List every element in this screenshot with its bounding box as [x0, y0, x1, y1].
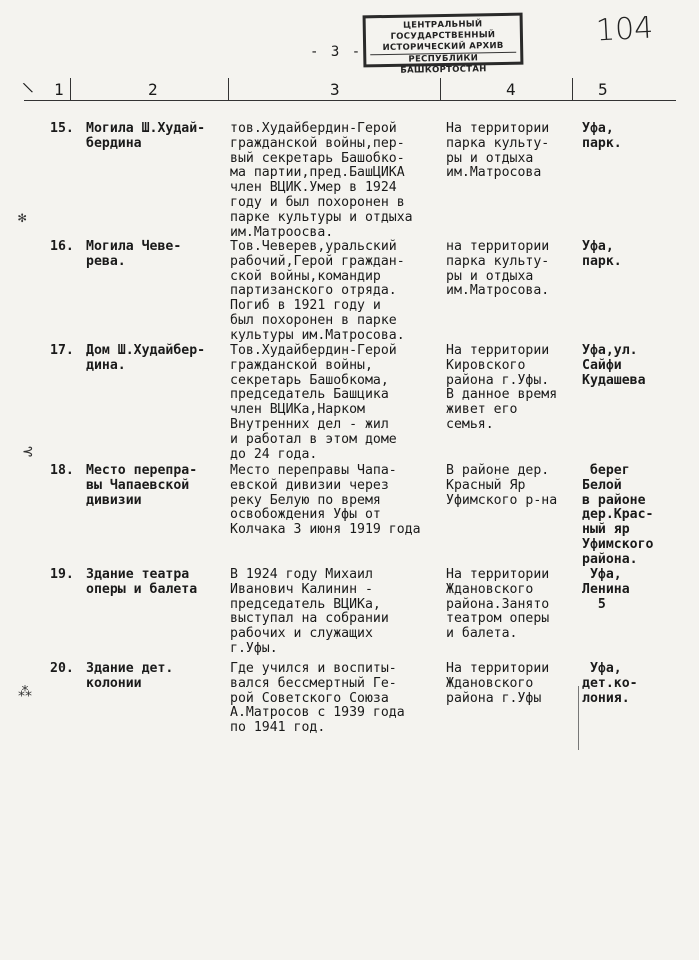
object-description: В 1924 году Михаил Иванович Калинин - председатель ВЦИКа, выступал на собрании рабочих и служащих г.Уфы. [230, 567, 389, 656]
object-location: На территории Кировского района г.Уфы. В данное время живет его семья. [446, 343, 558, 432]
margin-mark: ⁂ [18, 684, 32, 700]
object-address: Уфа, дет.ко- лония. [582, 661, 638, 706]
page-number: - 3 - [310, 44, 363, 60]
stamp-line-1: ЦЕНТРАЛЬНЫЙ [403, 19, 483, 31]
row-number: 20. [50, 661, 74, 676]
row-number: 15. [50, 121, 74, 136]
stamp-line-3: ИСТОРИЧЕСКИЙ АРХИВ [382, 40, 504, 54]
object-location: На территории парка культу- ры и отдыха им.Матросова [446, 121, 550, 181]
column-header-1: 1 [54, 80, 64, 99]
object-description: тов.Худайбердин-Герой гражданской войны,пер- вый секретарь Башобко- ма партии,пред.БашЦИКА член ВЦИК.Умер в 1924 году и был похоронен в парке культуры и отдыха им.Матроосва. [230, 121, 413, 240]
object-description: Тов.Худайбердин-Герой гражданской войны, секретарь Башобкома, председатель Башцика член ВЦИКа,Нарком Внутренних дел - жил и работал в этом доме до 24 года. [230, 343, 397, 462]
object-location: В районе дер. Красный Яр Уфимского р-на [446, 463, 558, 508]
object-name: Могила Чеве- рева. [86, 239, 182, 269]
corner-slash-mark: \ [21, 79, 35, 97]
object-name: Здание дет. колонии [86, 661, 174, 691]
object-address: Уфа, Ленина 5 [582, 567, 630, 612]
column-header-4: 4 [506, 80, 516, 99]
margin-mark: ✻ [18, 210, 27, 226]
column-divider [228, 78, 229, 100]
row-number: 17. [50, 343, 74, 358]
object-location: На территории Ждановского района.Занято театром оперы и балета. [446, 567, 550, 642]
column-divider [440, 78, 441, 100]
scan-line-artifact [578, 686, 579, 750]
column-divider [70, 78, 71, 100]
column-header-5: 5 [598, 80, 608, 99]
object-description: Место переправы Чапа- евской дивизии через реку Белую по время освобождения Уфы от Колчака 3 июня 1919 года [230, 463, 421, 538]
margin-mark: ⊰ [22, 444, 34, 460]
object-address: Уфа, парк. [582, 121, 622, 151]
column-header-2: 2 [148, 80, 158, 99]
header-rule [24, 100, 676, 101]
row-number: 16. [50, 239, 74, 254]
object-address: берег Белой в районе дер.Крас- ный яр Уфимского района. [582, 463, 654, 567]
row-number: 18. [50, 463, 74, 478]
stamp-line-2: ГОСУДАРСТВЕННЫЙ [390, 30, 496, 42]
row-number: 19. [50, 567, 74, 582]
object-location: на территории парка культу- ры и отдыха им.Матросова. [446, 239, 550, 299]
column-divider [572, 78, 573, 100]
column-header-3: 3 [330, 80, 340, 99]
object-description: Где учился и воспиты- вался бессмертный Ге- рой Советского Союза А.Матросов с 1939 года по 1941 год. [230, 661, 405, 736]
object-name: Могила Ш.Худай- бердина [86, 121, 206, 151]
object-description: Тов.Чеверев,уральский рабочий,Герой граждан- ской войны,командир партизанского отряда. Погиб в 1921 году и был похоронен в парке культуры им.Матросова. [230, 239, 405, 343]
object-name: Здание театра оперы и балета [86, 567, 198, 597]
handwritten-sheet-number: 104 [595, 10, 655, 49]
object-name: Место перепра- вы Чапаевской дивизии [86, 463, 198, 508]
object-address: Уфа, парк. [582, 239, 622, 269]
archive-stamp [363, 13, 524, 76]
object-address: Уфа,ул. Сайфи Кудашева [582, 343, 646, 388]
object-location: На территории Ждановского района г.Уфы [446, 661, 550, 706]
stamp-line-4: РЕСПУБЛИКИ БАШКОРТОСТАН [370, 52, 516, 78]
object-name: Дом Ш.Худайбер- дина. [86, 343, 206, 373]
